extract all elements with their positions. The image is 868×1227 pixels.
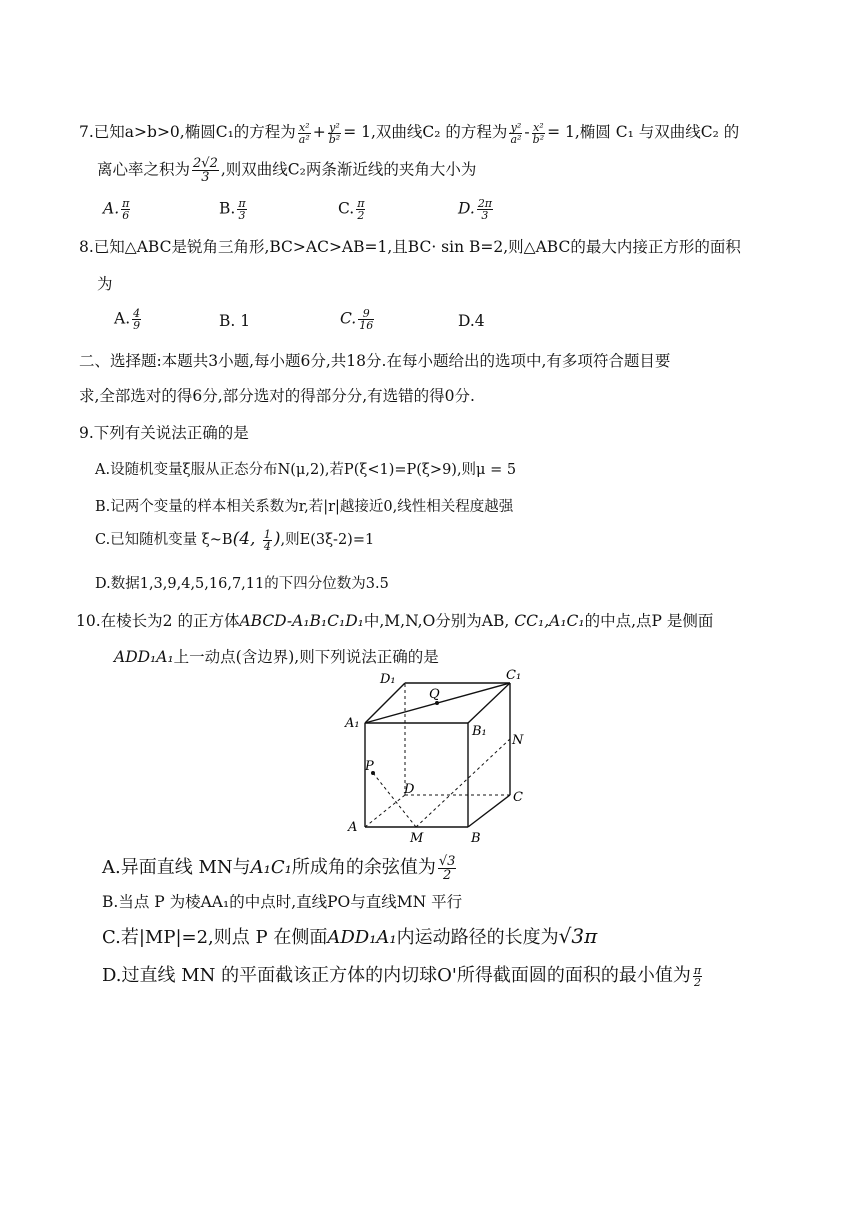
q7-line1: 7.已知a>b>0,椭圆C₁的方程为 $\frac{\text{x²}}{\text{a²}}$ + $\frac{\text{y²}}{\text{b²}}$ = 1,双曲线C₂ 的方程为 $\frac{\text{y²}}{\text{a²}}$ - $\frac{\text{x²}}{\text{b²}}$ = 1,椭圆 C₁ 与双曲线C₂ 的 [79, 120, 740, 146]
cube-figure [340, 665, 540, 845]
q9-option-b: B.记两个变量的样本相关系数为r,若|r|越接近0,线性相关程度越强 [95, 499, 514, 515]
section2-line2: 求,全部选对的得6分,部分选对的得部分分,有选错的得0分. [79, 387, 475, 405]
label-P: P [365, 759, 374, 774]
hyper-frac-x: $\frac{\text{x²}}{\text{b²}}$ [532, 120, 545, 146]
q8-line1: 8.已知△ABC是锐角三角形,BC>AC>AB=1,且BC· sin B=2,则△ABC的最大内接正方形的面积 [79, 238, 741, 256]
label-D1: D₁ [380, 672, 396, 687]
ecc-frac: $\frac{2√2}{3}$ [193, 156, 218, 185]
q7-option-a: A. $\frac{\pi}{6}$ [103, 197, 130, 222]
q10-option-c: C.若|MP|=2,则点 P 在侧面ADD₁A₁内运动路径的长度为√3π [102, 924, 598, 948]
label-C1: C₁ [506, 668, 522, 683]
label-D: D [404, 782, 415, 797]
q8-option-d: D.4 [458, 312, 485, 330]
q9-option-d: D.数据1,3,9,4,5,16,7,11的下四分位数为3.5 [95, 576, 389, 592]
label-B: B [471, 831, 481, 845]
q7-line2: 离心率之积为 $\frac{2√2}{3}$ ,则双曲线C₂两条渐近线的夹角大小为 [97, 156, 477, 185]
q7-option-b: B. $\frac{\pi}{3}$ [219, 197, 246, 222]
q8-option-c: C. $\frac{9}{16}$ [340, 307, 374, 332]
label-B1: B₁ [472, 724, 487, 739]
q9-option-a: A.设随机变量ξ服从正态分布N(μ,2),若P(ξ<1)=P(ξ>9),则μ = 5 [95, 462, 517, 478]
section2-line1: 二、选择题:本题共3小题,每小题6分,共18分.在每小题给出的选项中,有多项符合题目要 [79, 352, 671, 370]
q8-option-b: B. 1 [219, 312, 251, 330]
label-N: N [512, 733, 524, 748]
hyper-frac-y: $\frac{\text{y²}}{\text{a²}}$ [510, 120, 522, 146]
q8-line2: 为 [97, 275, 113, 293]
label-O: Q [429, 687, 440, 702]
q10-option-a: A.异面直线 MN与A₁C₁所成角的余弦值为 $\frac{√3}{2}$ [102, 853, 456, 883]
q10-line2: ADD₁A₁上一动点(含边界),则下列说法正确的是 [114, 648, 439, 666]
q10-option-d: D.过直线 MN 的平面截该正方体的内切球O'所得截面圆的面积的最小值为 $\frac{\pi}{2}$ [102, 963, 702, 989]
label-A: A [348, 820, 358, 835]
q9-stem: 9.下列有关说法正确的是 [79, 424, 249, 442]
q7-option-c: C. $\frac{\pi}{2}$ [338, 197, 365, 222]
label-C: C [513, 790, 523, 805]
label-A1: A₁ [345, 716, 360, 731]
q10-line1: 10.在棱长为2 的正方体ABCD-A₁B₁C₁D₁中,M,N,O分别为AB, CC₁,A₁C₁的中点,点P 是侧面 [76, 612, 714, 630]
q7-option-d: D. $\frac{2\pi}{3}$ [458, 197, 493, 222]
q10-option-b: B.当点 P 为棱AA₁的中点时,直线PO与直线MN 平行 [102, 893, 463, 911]
ellipse-frac-y: $\frac{\text{y²}}{\text{b²}}$ [328, 120, 341, 146]
label-M: M [410, 831, 424, 845]
q8-option-a: A. $\frac{4}{9}$ [114, 307, 141, 332]
q9-option-c: C.已知随机变量 ξ~B(4, $\frac{1}{4}$ ),则E(3ξ-2)=1 [95, 527, 375, 553]
ellipse-frac-x: $\frac{\text{x²}}{\text{a²}}$ [298, 120, 310, 146]
